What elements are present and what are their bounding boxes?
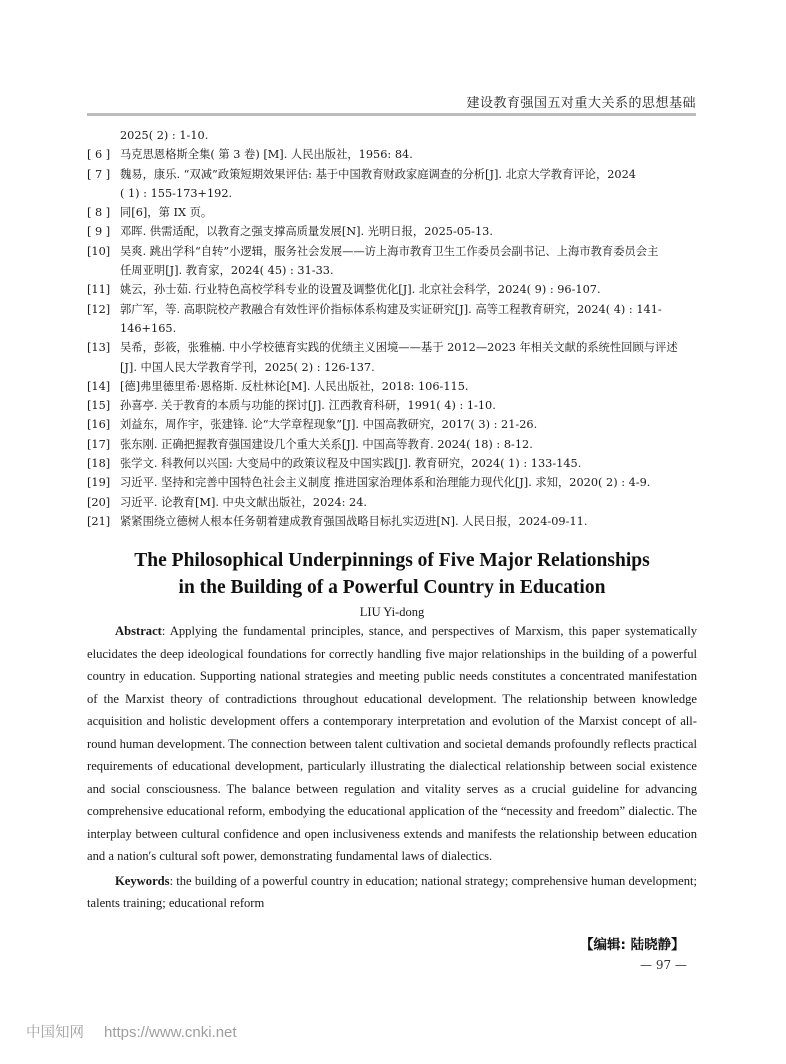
reference-item [87, 242, 697, 281]
watermark-footer [26, 1021, 237, 1042]
reference-text: 马克思恩格斯全集( 第 3 卷) [M]. 人民出版社，1956: 84. [120, 148, 413, 162]
reference-item [87, 338, 697, 377]
reference-number: [15] [87, 399, 111, 413]
reference-number: [13] [87, 341, 111, 355]
english-title-line-2: in the Building of a Powerful Country in Education [178, 577, 606, 598]
reference-text: 张东刚. 正确把握教育强国建设几个重大关系[J]. 中国高等教育. 2024( 18) : 8-12. [120, 437, 533, 451]
reference-number: [ 7 ] [87, 167, 111, 181]
reference-item [87, 473, 697, 492]
page-number: — 97 — [640, 958, 687, 972]
reference-number: [16] [87, 418, 111, 432]
reference-item [87, 415, 697, 434]
reference-list [87, 126, 697, 531]
reference-text: 孙喜亭. 关于教育的本质与功能的探讨[J]. 江西教育科研，1991( 4) : 1-10. [120, 399, 496, 413]
reference-item [87, 377, 697, 396]
reference-item [87, 165, 697, 204]
reference-number: [11] [87, 283, 111, 297]
reference-text: 郭广军，等. 高职院校产教融合有效性评价指标体系构建及实证研究[J]. 高等工程教育研究，2024( 4) : 141- [120, 302, 662, 316]
reference-item [87, 300, 697, 339]
editor-credit: 【编辑: 陆晓静】 [580, 937, 685, 953]
reference-text: 刘益东，周作宇，张建锋. 论“大学章程现象”[J]. 中国高教研究，2017( 3) : 21-26. [120, 418, 538, 432]
reference-item [87, 145, 697, 164]
reference-item [87, 222, 697, 241]
abstract-text: : Applying the fundamental principles, stance, and perspectives of Marxism, this paper systematically elucidates the deep ideological foundations for correctly handling five major relationships in the building of a powerful country in education. Supporting national strategies and meeting public needs constitutes a concentrated manifestation of the Marxist theory of contradictions throughout educational development. The relationship between knowledge acquisition and holistic development offers a contemporary interpretation and evolution of the Marxist concept of all-round human development. The connection between talent cultivation and societal demands profoundly reflects practical requirements of educational development, particularly illustrating the dialectical relationship between social existence and social consciousness. The balance between regulation and vitality serves as a crucial guideline for advancing comprehensive educational reform, embodying the educational application of the “necessity and freedom” dialectic. The interplay between cultural confidence and open inclusiveness extends and manifests the relationship between education and a nation′s cultural soft power, demonstrating fundamental laws of dialectics. [87, 624, 697, 863]
reference-text: 习近平. 坚持和完善中国特色社会主义制度 推进国家治理体系和治理能力现代化[J]. 求知，2020( 2) : 4-9. [120, 476, 651, 490]
reference-continuation: [J]. 中国人民大学教育学刊，2025( 2) : 126-137. [120, 360, 375, 374]
reference-number: [ 8 ] [87, 206, 111, 220]
keywords-paragraph [87, 870, 697, 915]
reference-text: 姚云，孙士茹. 行业特色高校学科专业的设置及调整优化[J]. 北京社会科学，2024( 9) : 96-107. [120, 283, 601, 297]
footer-brand: 中国知网 [26, 1025, 84, 1041]
reference-continuation: 任周亚明[J]. 教育家，2024( 45) : 31-33. [120, 264, 334, 278]
reference-item [87, 396, 697, 415]
english-abstract [87, 620, 697, 915]
reference-number: [20] [87, 495, 111, 509]
reference-item [87, 203, 697, 222]
english-title-block [87, 547, 697, 622]
reference-number: [17] [87, 437, 111, 451]
abstract-paragraph [87, 620, 697, 868]
reference-item [87, 512, 697, 531]
reference-number: [10] [87, 244, 111, 258]
reference-text: 2025( 2) : 1-10. [120, 129, 209, 142]
reference-text: 习近平. 论教育[M]. 中央文献出版社，2024: 24. [120, 495, 368, 509]
english-title-line-1: The Philosophical Underpinnings of Five Major Relationships [134, 550, 650, 571]
reference-number: [21] [87, 514, 111, 528]
abstract-label: Abstract [115, 624, 162, 638]
reference-number: [18] [87, 457, 111, 471]
reference-text: 吴希，彭筱，张雅楠. 中小学校德育实践的优绩主义困境——基于 2012—2023 年相关文献的系统性回顾与评述 [120, 341, 678, 355]
reference-number: [12] [87, 302, 111, 316]
reference-text: 同[6]，第 IX 页。 [120, 206, 213, 220]
keywords-label: Keywords [115, 873, 170, 888]
reference-number: [19] [87, 476, 111, 490]
reference-item [87, 435, 697, 454]
reference-text: 邓晖. 供需适配，以教育之强支撑高质量发展[N]. 光明日报，2025-05-13. [120, 225, 493, 239]
reference-text: 张学文. 科教何以兴国: 大变局中的政策议程及中国实践[J]. 教育研究，2024( 1) : 133-145. [120, 457, 582, 471]
reference-carryover [87, 126, 697, 145]
reference-continuation: ( 1) : 155-173+192. [120, 186, 233, 200]
reference-continuation: 146+165. [120, 321, 177, 335]
reference-text: 吴爽. 跳出学科“自转”小逻辑，服务社会发展——访上海市教育卫生工作委员会副书记、上海市教育委员会主 [120, 244, 659, 258]
header-rule [87, 113, 696, 116]
reference-text: 魏易，康乐. “双减”政策短期效果评估: 基于中国教育财政家庭调查的分析[J]. 北京大学教育评论，2024 [120, 167, 636, 181]
reference-item [87, 454, 697, 473]
footer-url[interactable]: https://www.cnki.net [104, 1024, 237, 1041]
reference-item [87, 493, 697, 512]
keywords-text: : the building of a powerful country in education; national strategy; comprehensive human development; talents training; educational reform [87, 873, 697, 910]
reference-text: 紧紧围绕立德树人根本任务朝着建成教育强国战略目标扎实迈进[N]. 人民日报，2024-09-11. [120, 514, 588, 528]
reference-item [87, 280, 697, 299]
reference-text: [德]弗里德里希·恩格斯. 反杜林论[M]. 人民出版社，2018: 106-115. [120, 379, 469, 393]
reference-number: [ 9 ] [87, 225, 111, 239]
running-title: 建设教育强国五对重大关系的思想基础 [466, 96, 696, 111]
reference-number: [14] [87, 379, 111, 393]
english-author: LIU Yi-dong [359, 605, 425, 619]
reference-number: [ 6 ] [87, 148, 111, 162]
